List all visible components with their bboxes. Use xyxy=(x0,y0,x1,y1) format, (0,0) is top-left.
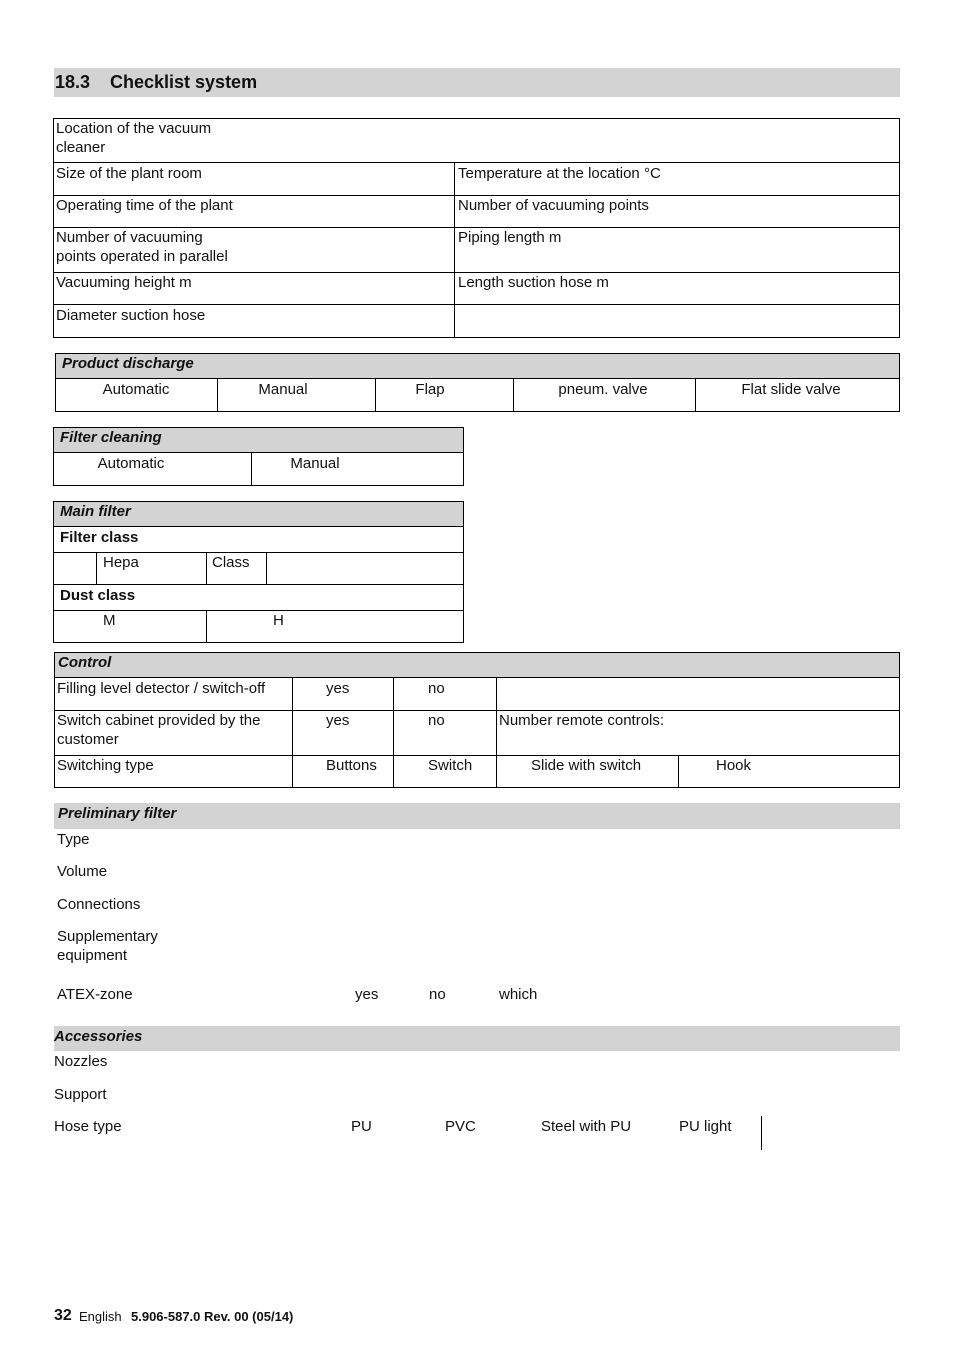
hose-option-pu-light: PU light xyxy=(679,1118,732,1135)
filling-level-label: Filling level detector / switch-off xyxy=(57,680,266,697)
discharge-option-automatic: Automatic xyxy=(102,381,170,398)
accessories-title: Accessories xyxy=(54,1028,143,1045)
section-title: Checklist system xyxy=(110,72,258,92)
atex-yes: yes xyxy=(355,986,379,1003)
operating-time-label: Operating time of the plant xyxy=(56,197,233,214)
suction-hose-diameter-label: Diameter suction hose xyxy=(56,307,206,324)
location-label: Location of the vacuum cleaner xyxy=(56,120,212,156)
switch-cabinet-no: no xyxy=(428,712,445,729)
switching-option-switch: Switch xyxy=(428,757,473,774)
vacuuming-height-label: Vacuuming height m xyxy=(56,274,192,291)
discharge-option-manual: Manual xyxy=(258,381,308,398)
control-header xyxy=(54,652,900,678)
switching-option-slide: Slide with switch xyxy=(531,757,642,774)
main-filter-title: Main filter xyxy=(60,503,131,520)
dust-class-label: Dust class xyxy=(60,587,136,604)
filter-cleaning-manual: Manual xyxy=(290,455,340,472)
atex-zone-label: ATEX-zone xyxy=(57,986,133,1003)
prefilter-type-label: Type xyxy=(57,831,90,848)
filling-level-no: no xyxy=(428,680,445,697)
page-number: 32 xyxy=(54,1307,72,1324)
hose-option-steel-pu: Steel with PU xyxy=(541,1118,632,1135)
parallel-points-label: Number of vacuuming points operated in parallel xyxy=(56,229,228,265)
control-title: Control xyxy=(58,654,112,671)
filter-class-class: Class xyxy=(212,554,250,571)
dust-class-h: H xyxy=(273,612,284,629)
section-number: 18.3 xyxy=(55,72,91,92)
hose-divider xyxy=(761,1116,762,1150)
plant-room-size-label: Size of the plant room xyxy=(56,165,202,182)
filter-cleaning-automatic: Automatic xyxy=(97,455,165,472)
discharge-option-flap: Flap xyxy=(415,381,445,398)
preliminary-filter-header xyxy=(54,803,900,829)
filling-level-yes: yes xyxy=(326,680,350,697)
vacuuming-points-label: Number of vacuuming points xyxy=(458,197,649,214)
switch-cabinet-yes: yes xyxy=(326,712,350,729)
hose-option-pvc: PVC xyxy=(445,1118,476,1135)
remote-controls-label: Number remote controls: xyxy=(499,712,665,729)
footer-language: English xyxy=(79,1309,122,1324)
prefilter-supplementary-label: Supplementary equipment xyxy=(57,928,158,964)
prefilter-volume-label: Volume xyxy=(57,863,108,880)
footer-doc-number: 5.906-587.0 Rev. 00 (05/14) xyxy=(131,1309,294,1324)
filter-cleaning-title: Filter cleaning xyxy=(60,429,162,446)
switching-option-hook: Hook xyxy=(716,757,752,774)
switching-type-label: Switching type xyxy=(57,757,154,774)
accessories-header xyxy=(54,1026,900,1051)
switching-option-buttons: Buttons xyxy=(326,757,377,774)
preliminary-filter-title: Preliminary filter xyxy=(58,805,177,822)
temperature-label: Temperature at the location °C xyxy=(458,165,661,182)
switch-cabinet-label: Switch cabinet provided by the customer xyxy=(57,712,261,748)
discharge-option-pneum-valve: pneum. valve xyxy=(558,381,648,398)
piping-length-label: Piping length m xyxy=(458,229,562,246)
suction-hose-length-label: Length suction hose m xyxy=(458,274,609,291)
prefilter-connections-label: Connections xyxy=(57,896,141,913)
filter-class-hepa: Hepa xyxy=(103,554,139,571)
atex-which: which xyxy=(499,986,538,1003)
hose-type-label: Hose type xyxy=(54,1118,122,1135)
discharge-option-flat-slide-valve: Flat slide valve xyxy=(741,381,841,398)
hose-option-pu: PU xyxy=(351,1118,372,1135)
support-label: Support xyxy=(54,1086,107,1103)
atex-no: no xyxy=(429,986,446,1003)
filter-class-label: Filter class xyxy=(60,529,139,546)
dust-class-m: M xyxy=(103,612,116,629)
nozzles-label: Nozzles xyxy=(54,1053,108,1070)
product-discharge-title: Product discharge xyxy=(62,355,194,372)
